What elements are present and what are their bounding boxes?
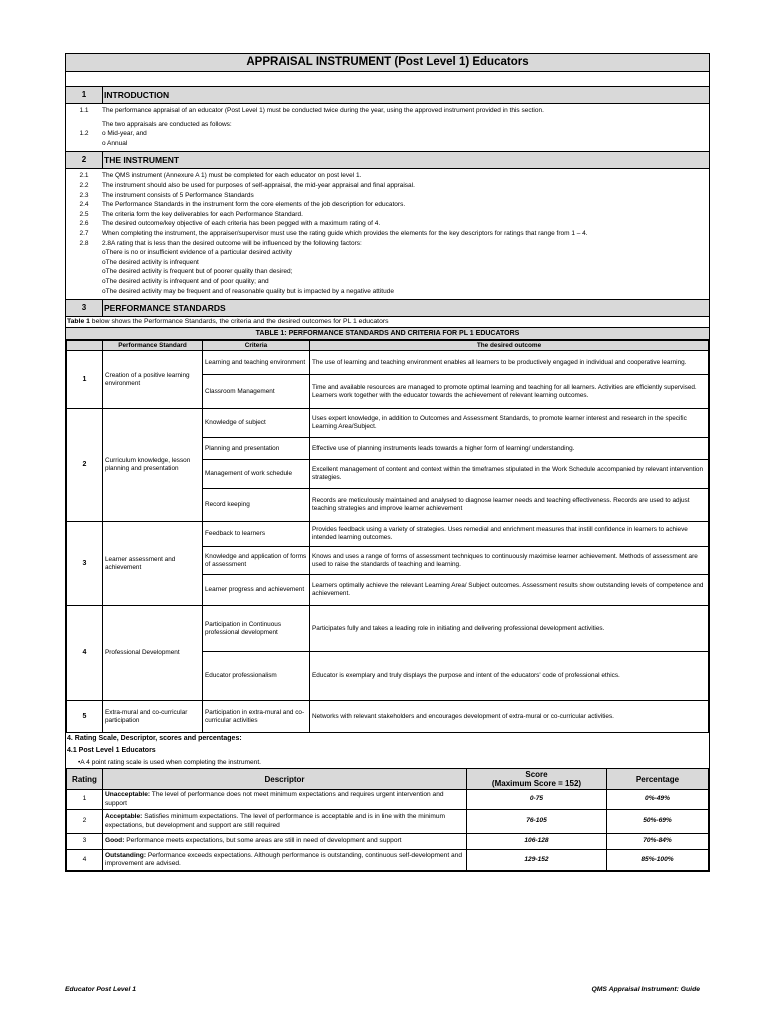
line-number: 2.6 bbox=[79, 220, 89, 228]
outcome-cell: Educator is exemplary and truly displays the purpose and intent of the educators' code of professional ethics. bbox=[310, 652, 709, 701]
descriptor-text: Performance exceeds expectations. Although performance is outstanding, continuous self-development and improvement are advised. bbox=[105, 851, 462, 868]
outcome-cell: Networks with relevant stakeholders and encourages development of extra-mural or co-curricular activities. bbox=[310, 701, 709, 733]
descriptor-cell bbox=[103, 810, 467, 834]
line-number bbox=[66, 258, 102, 268]
line-text: oThere is no or insufficient evidence of a particular desired activity bbox=[102, 249, 292, 257]
rating-subheading: 4.1 Post Level 1 Educators bbox=[67, 747, 156, 755]
rating-header: Rating bbox=[67, 769, 103, 790]
standard-name: Extra-mural and co-curricular participation bbox=[103, 701, 203, 733]
standard-name: Curriculum knowledge, lesson planning and presentation bbox=[103, 409, 203, 522]
percentage-range: 0%-49% bbox=[607, 790, 709, 810]
instrument-body bbox=[66, 169, 709, 300]
text-line bbox=[66, 258, 709, 268]
rating-scale-heading: 4. Rating Scale, Descriptor, scores and percentages: bbox=[67, 735, 242, 743]
line-number: 2.8 bbox=[79, 239, 89, 247]
line-number: 2.4 bbox=[79, 201, 89, 209]
text-line bbox=[66, 181, 709, 191]
percentage-range: 85%-100% bbox=[607, 850, 709, 871]
line-text: oThe desired activity is infrequent bbox=[102, 258, 199, 266]
line-text: oThe desired activity may be frequent and of reasonable quality but is impacted by a negative attitude bbox=[102, 287, 394, 295]
rating-value: 3 bbox=[67, 834, 103, 850]
outcome-cell: The use of learning and teaching environment enables all learners to be productively engaged in individual and cooperative learning. bbox=[310, 351, 709, 375]
table1-header-cell: The desired outcome bbox=[310, 341, 709, 351]
footer-right: QMS Appraisal Instrument: Guide bbox=[591, 986, 700, 993]
outcome-cell: Uses expert knowledge, in addition to Outcomes and Assessment Standards, to promote learner interest and research in the specific Learning Area/Subject. bbox=[310, 409, 709, 438]
line-text: The instrument consists of 5 Performance Standards bbox=[102, 191, 254, 199]
criteria-cell: Record keeping bbox=[203, 489, 310, 522]
score-header-line1: Score bbox=[525, 770, 548, 780]
line-number: 2.3 bbox=[79, 191, 89, 199]
line-text: When completing the instrument, the appraiser/supervisor must use the rating guide which provides the elements for the key descriptors for ratings that range from 1 – 4. bbox=[102, 229, 588, 237]
line-text: The criteria form the key deliverables for each Performance Standard. bbox=[102, 210, 303, 218]
line-number: 2.2 bbox=[79, 181, 89, 189]
table1-row bbox=[67, 409, 709, 438]
text-line bbox=[66, 287, 709, 297]
line-text: The two appraisals are conducted as follows: bbox=[102, 120, 232, 128]
outcome-cell: Knows and uses a range of forms of assessment techniques to continuously maximise learner achievement. Methods of assessment are used to raise the standards of teaching and learning. bbox=[310, 547, 709, 575]
rating-row bbox=[67, 834, 709, 850]
footer-left: Educator Post Level 1 bbox=[65, 986, 137, 993]
section-number: 2 bbox=[66, 152, 103, 168]
line-text: 2.8A rating that is less than the desired outcome will be influenced by the following factors: bbox=[102, 239, 362, 247]
descriptor-text: Satisfies minimum expectations. The level of performance is acceptable and is in line with the minimum expectations, but development and support are still required bbox=[105, 813, 445, 829]
rating-table-header bbox=[67, 769, 709, 790]
score-range: 0-75 bbox=[467, 790, 607, 810]
table1-row bbox=[67, 351, 709, 375]
line-number bbox=[66, 248, 102, 258]
text-line bbox=[66, 139, 709, 149]
standard-number: 2 bbox=[67, 409, 103, 522]
rating-scale-table bbox=[66, 768, 709, 871]
percentage-header: Percentage bbox=[607, 769, 709, 790]
line-text: The instrument should also be used for purposes of self-appraisal, the mid-year appraisal and final appraisal. bbox=[102, 181, 415, 189]
outcome-cell: Records are meticulously maintained and analysed to diagnose learner needs and teaching effectiveness. Records are used to adjust teaching strategies and improve learner achievement bbox=[310, 489, 709, 522]
section-heading: THE INSTRUMENT bbox=[103, 152, 709, 168]
rating-row bbox=[67, 810, 709, 834]
line-number: 1.2 bbox=[79, 130, 89, 138]
performance-standards-table bbox=[66, 340, 709, 733]
line-text: o Mid-year, and bbox=[102, 130, 147, 138]
descriptor-cell bbox=[103, 790, 467, 810]
line-text: The QMS instrument (Annexure A 1) must be completed for each educator on post level 1. bbox=[102, 172, 362, 180]
text-line bbox=[66, 239, 709, 249]
outcome-cell: Participates fully and takes a leading role in initiating and delivering professional development activities. bbox=[310, 606, 709, 652]
text-line bbox=[66, 210, 709, 220]
table1-note-label: Table 1 bbox=[67, 318, 90, 326]
text-line bbox=[66, 171, 709, 181]
text-line bbox=[66, 129, 709, 139]
score-header bbox=[467, 769, 607, 790]
line-text: The Performance Standards in the instrument form the core elements of the job description for educators. bbox=[102, 201, 406, 209]
section-introduction bbox=[66, 87, 709, 104]
standard-number: 3 bbox=[67, 522, 103, 606]
outcome-cell: Learners optimally achieve the relevant Learning Area/ Subject outcomes. Assessment results show outstanding levels of competence and achievement. bbox=[310, 575, 709, 606]
section-heading: INTRODUCTION bbox=[103, 87, 709, 103]
line-number bbox=[66, 277, 102, 287]
percentage-range: 70%-84% bbox=[607, 834, 709, 850]
descriptor-cell bbox=[103, 850, 467, 871]
criteria-cell: Learning and teaching environment bbox=[203, 351, 310, 375]
standard-name: Creation of a positive learning environment bbox=[103, 351, 203, 409]
score-header-line2: (Maximum Score = 152) bbox=[491, 779, 582, 789]
section-heading: PERFORMANCE STANDARDS bbox=[103, 300, 709, 316]
section-instrument bbox=[66, 152, 709, 169]
text-line bbox=[66, 219, 709, 229]
criteria-cell: Participation in Continuous professional development bbox=[203, 606, 310, 652]
table1-note bbox=[66, 317, 709, 328]
line-text: oThe desired activity is frequent but of poorer quality than desired; bbox=[102, 268, 293, 276]
rating-value: 2 bbox=[67, 810, 103, 834]
descriptor-text: The level of performance does not meet minimum expectations and requires urgent intervention and support bbox=[105, 791, 444, 807]
line-number bbox=[66, 287, 102, 297]
criteria-cell: Learner progress and achievement bbox=[203, 575, 310, 606]
section-performance-standards bbox=[66, 300, 709, 317]
descriptor-header: Descriptor bbox=[103, 769, 467, 790]
criteria-cell: Feedback to learners bbox=[203, 522, 310, 547]
line-text: oThe desired activity is infrequent and of poor quality; and bbox=[102, 277, 269, 285]
criteria-cell: Knowledge of subject bbox=[203, 409, 310, 438]
text-line bbox=[66, 191, 709, 201]
introduction-body bbox=[66, 104, 709, 152]
standard-name: Learner assessment and achievement bbox=[103, 522, 203, 606]
table1-header-row bbox=[67, 341, 709, 351]
appraisal-frame bbox=[65, 53, 710, 872]
document-title: APPRAISAL INSTRUMENT (Post Level 1) Educators bbox=[66, 54, 709, 72]
standard-number: 1 bbox=[67, 351, 103, 409]
table1-row bbox=[67, 606, 709, 652]
rating-value: 1 bbox=[67, 790, 103, 810]
text-line bbox=[66, 267, 709, 277]
outcome-cell: Provides feedback using a variety of strategies. Uses remedial and enrichment measures that instill confidence in learners to achieve intended learning outcomes. bbox=[310, 522, 709, 547]
standard-name: Professional Development bbox=[103, 606, 203, 701]
text-line bbox=[66, 120, 709, 130]
line-number: 2.5 bbox=[79, 210, 89, 218]
descriptor-label: Acceptable: bbox=[105, 813, 143, 821]
criteria-cell: Management of work schedule bbox=[203, 460, 310, 489]
criteria-cell: Participation in extra-mural and co-curricular activities bbox=[203, 701, 310, 733]
section-number: 1 bbox=[66, 87, 103, 103]
criteria-cell: Classroom Management bbox=[203, 375, 310, 409]
rating-row bbox=[67, 850, 709, 871]
text-line bbox=[66, 248, 709, 258]
outcome-cell: Excellent management of content and context within the timeframes stipulated in the Work Schedule accompanied by relevant intervention strategies. bbox=[310, 460, 709, 489]
line-text: o Annual bbox=[102, 139, 128, 147]
line-number: 2.7 bbox=[79, 229, 89, 237]
line-text: The performance appraisal of an educator (Post Level 1) must be conducted twice during the year, using the approved instrument provided in this section. bbox=[102, 107, 544, 114]
criteria-cell: Planning and presentation bbox=[203, 438, 310, 460]
descriptor-cell bbox=[103, 834, 467, 850]
table1-header-cell: Criteria bbox=[203, 341, 310, 351]
score-range: 129-152 bbox=[467, 850, 607, 871]
table1-row bbox=[67, 522, 709, 547]
descriptor-label: Outstanding: bbox=[105, 851, 147, 859]
text-line bbox=[66, 200, 709, 210]
table1-header-cell: Performance Standard bbox=[103, 341, 203, 351]
rating-value: 4 bbox=[67, 850, 103, 871]
criteria-cell: Knowledge and application of forms of assessment bbox=[203, 547, 310, 575]
descriptor-label: Unacceptable: bbox=[105, 791, 151, 799]
descriptor-text: Performance meets expectations, but some areas are still in need of development and support bbox=[124, 837, 402, 845]
table1-note-text: below shows the Performance Standards, the criteria and the desired outcomes for PL 1 educators bbox=[89, 318, 389, 326]
section-number: 3 bbox=[66, 300, 103, 316]
score-range: 106-128 bbox=[467, 834, 607, 850]
standard-number: 5 bbox=[67, 701, 103, 733]
line-number: 2.1 bbox=[79, 172, 89, 180]
text-line bbox=[66, 277, 709, 287]
line-number bbox=[66, 267, 102, 277]
document-page bbox=[65, 53, 710, 872]
rating-bullet: •A 4 point rating scale is used when completing the instrument. bbox=[78, 759, 262, 767]
score-range: 76-105 bbox=[467, 810, 607, 834]
table1-row bbox=[67, 701, 709, 733]
descriptor-label: Good: bbox=[105, 837, 125, 845]
criteria-cell: Educator professionalism bbox=[203, 652, 310, 701]
table1-title: TABLE 1: PERFORMANCE STANDARDS AND CRITERIA FOR PL 1 EDUCATORS bbox=[66, 328, 709, 340]
standard-number: 4 bbox=[67, 606, 103, 701]
line-text: The desired outcome/key objective of each criteria has been pegged with a maximum rating of 4. bbox=[102, 220, 381, 228]
line-number: 1.1 bbox=[79, 107, 89, 114]
table1-header-cell bbox=[67, 341, 103, 351]
outcome-cell: Effective use of planning instruments leads towards a higher form of learning/ understanding. bbox=[310, 438, 709, 460]
rating-row bbox=[67, 790, 709, 810]
blank-row bbox=[66, 72, 709, 87]
percentage-range: 50%-69% bbox=[607, 810, 709, 834]
line-number bbox=[66, 139, 102, 149]
text-line bbox=[66, 229, 709, 239]
line-number bbox=[66, 120, 102, 130]
text-line bbox=[66, 106, 709, 116]
outcome-cell: Time and available resources are managed to promote optimal learning and teaching for all learners. Activities are efficiently supervised. Learners work together with the educator towards the achievement of relevant learning outcomes. bbox=[310, 375, 709, 409]
